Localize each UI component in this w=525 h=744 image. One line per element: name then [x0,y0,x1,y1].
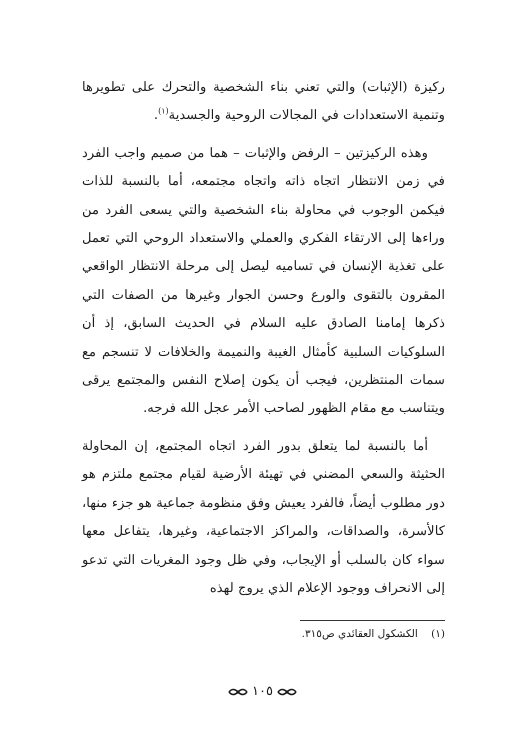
footnote-reference: (١) [158,107,169,117]
floral-ornament-icon [228,687,248,697]
paragraph-1-text: ركيزة (الإثبات) والتي تعني بناء الشخصية والتحرك على تطويرها وتنمية الاستعدادات في المجالات الروحية والجسدية [82,80,445,124]
page-number-bar [0,682,525,702]
paragraph-2: وهذه الركيزتين – الرفض والإثبات – هما من صميم واجب الفرد في زمن الانتظار اتجاه ذاته واتجاه مجتمعه، أما بالنسبة للذات فيكمن الوجوب في محاولة بناء الشخصية والتي يسعى الفرد من وراءها إلى الارتقاء الفكري والعملي والاستعداد الروحي التي تعمل على تغذية الإنسان في تساميه ليصل إلى مرحلة الانتظار الواقعي المقرون بالتقوى والورع وحسن الجوار وغيرها من الصفات التي ذكرها إمامنا الصادق عليه السلام في الحديث السابق، إذ أن السلوكيات السلبية كأمثال الغيبة والنميمة والخلافات لا تنسجم مع سمات المنتظرين، فيجب أن يكون إصلاح النفس والمجتمع يرقى ويتناسب مع مقام الظهور لصاحب الأمر عجل الله فرجه. [82,145,445,417]
footnote [82,625,445,643]
footnote-divider [300,620,445,621]
footnote-text: الكشكول العقائدي ص٣١٥. [301,628,418,640]
paragraph-1 [82,74,445,131]
footnote-number: (١) [431,628,445,640]
floral-ornament-icon [277,687,297,697]
paragraph-1-tail: . [153,108,159,124]
paragraph-3: أما بالنسبة لما يتعلق بدور الفرد اتجاه المجتمع، إن المحاولة الحثيثة والسعي المضني في تهيئة الأرضية لقيام مجتمع ملتزم هو دور مطلوب أيضاً، فالفرد يعيش وفق منظومة جماعية هو جزء منها، كالأسرة، والصداقات، والمراكز الاجتماعية، وغيرها، يتفاعل معها سواء كان بالسلب أو الإيجاب، وفي ظل وجود المغريات التي تدعو إلى الانحراف ووجود الإعلام الذي يروج لهذه [82,438,445,596]
page-number: ١٠٥ [252,684,273,699]
page-body [82,74,445,603]
